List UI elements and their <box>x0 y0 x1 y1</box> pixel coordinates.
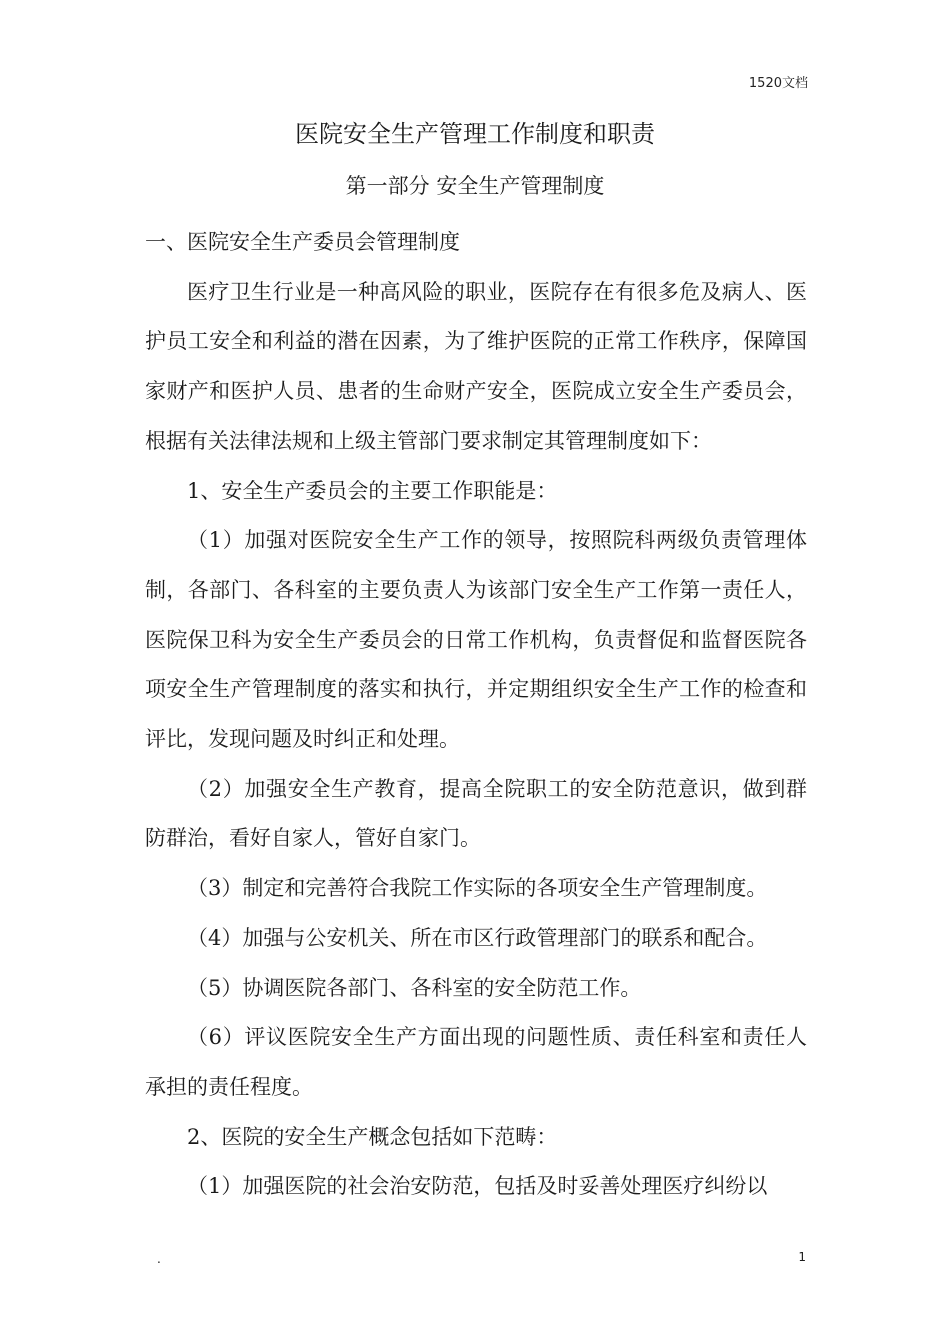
section-heading: 一、医院安全生产委员会管理制度 <box>145 230 460 254</box>
document-body <box>145 218 807 1212</box>
paragraph: （3）制定和完善符合我院工作实际的各项安全生产管理制度。 <box>187 876 768 901</box>
paragraph: （1）加强对医院安全生产工作的领导，按照院科两级负责管理体制，各部门、各科室的主要负责人为该部门安全生产工作第一责任人，医院保卫科为安全生产委员会的日常工作机构，负责督促和监督医院各项安全生产管理制度的落实和执行，并定期组织安全生产工作的检查和评比，发现问题及时纠正和处理。 <box>145 528 807 752</box>
footer-dot: . <box>157 1252 161 1266</box>
paragraph: 医疗卫生行业是一种高风险的职业，医院存在有很多危及病人、医护员工安全和利益的潜在因素，为了维护医院的正常工作秩序，保障国家财产和医护人员、患者的生命财产安全，医院成立安全生产委员会，根据有关法律法规和上级主管部门要求制定其管理制度如下： <box>145 279 807 453</box>
paragraph: （5）协调医院各部门、各科室的安全防范工作。 <box>187 975 642 1000</box>
paragraph: 1、安全生产委员会的主要工作职能是： <box>187 478 558 503</box>
header-tag: 1520文档 <box>748 76 808 91</box>
paragraph: （1）加强医院的社会治安防范，包括及时妥善处理医疗纠纷以 <box>187 1174 768 1199</box>
page-number: 1 <box>798 1250 806 1264</box>
paragraph: （4）加强与公安机关、所在市区行政管理部门的联系和配合。 <box>187 925 768 950</box>
part-title: 第一部分 安全生产管理制度 <box>345 174 605 198</box>
page-title: 医院安全生产管理工作制度和职责 <box>295 120 655 148</box>
paragraph: （6）评议医院安全生产方面出现的问题性质、责任科室和责任人承担的责任程度。 <box>145 1025 807 1099</box>
paragraph: 2、医院的安全生产概念包括如下范畴： <box>187 1124 558 1149</box>
paragraph: （2）加强安全生产教育，提高全院职工的安全防范意识，做到群防群治，看好自家人，管好自家门。 <box>145 776 807 851</box>
